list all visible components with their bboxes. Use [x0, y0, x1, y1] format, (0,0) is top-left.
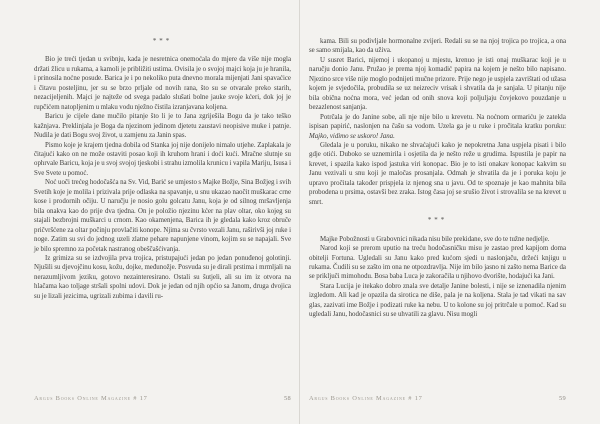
- page-number: 59: [559, 394, 566, 402]
- paragraph: Narod koji se prerom uputio na treću hodočasničku misu je zastao pred kapijom doma obitelji Fortuna. Ugledali su Janu kako pred kućom sjedi u naslonjaču, držeći knjigu u rukama. Čudili su se zašto im ona ne otpozdravlja. Nije im bilo jasno ni zašto nema Barice da se priključi mimohodu. Bosa baba Luca je zakoračila u njihovo dvorište, hodajući ka Jani.: [309, 245, 566, 281]
- handwritten-note: Majko, vidimo se uskoro! Jana.: [309, 132, 395, 140]
- paragraph: Gledala je u poruku, nikako ne shvaćajući kako je nepokretna Jana uspjela pisati i bilo gdje otići. Duboko se uznemirila i osjetila da je nešto reže u grudima. Ispustila je papir na krevet, i spazila kako ispod jastuka viri konopac. Bio je to isti onakav konopac kakvim su Janu vezivali u snu koji je maločas prosanjala. Odmah je shvatila da je i poruka koju je upravo pročitala također prispjela iz njenog sna u javu. Od te spoznaje je kao mahnita bila probodena u prsima, ostavši bez zraka. Istog časa joj se srušio život i strovalila se na krevet u smrt.: [309, 141, 566, 206]
- paragraph: Baricu je cijele dane mučilo pitanje što li je to Jana zgriješila Bogu da je tako teško kažnjava. Preklinjala je Boga da njezinom jedinom djetetu zaustavi neopisive muke i patnje. Nudila je dati Bogu svoj život, u zamjenu za Janin spas.: [34, 113, 291, 140]
- paragraph: [309, 113, 566, 141]
- page-footer: [34, 394, 291, 403]
- page-number: 58: [284, 394, 291, 402]
- magazine-title: Argus Books Online Magazine # 17: [309, 394, 423, 402]
- paragraph-text: Potrčala je do Janine sobe, ali nje nije bilo u krevetu. Na noćnom ormariću je zatekla ispisan papirić, naslonjen na čašu sa vodom. Uzela ga je u ruke i pročitala kratku poruku:: [309, 113, 566, 131]
- paragraph: Bio je treći tjedan u svibnju, kada je nesretnica onemoćala do mjere da više nije mogla držati žlicu u rukama, a kamoli je približiti ustima. Ovisila je o svojoj majci koja ju je hranila, i prinosila noćne posude. Barica je i po nekoliko puta dnevno morala mijenjati Jani spavaćice i čitavu posteljinu, jer su se brzo prljale od novih rana, što su se otvarale preko starih, nezacijeljenih. Majci je najteže od svega padalo slušati bolne jauke svoje kćeri, dok joj je rupčićem natopljenim u mlaku vodu nježno čistila izranjavana koljena.: [34, 56, 291, 111]
- paragraph: Noć uoči trećeg hodočašća na Sv. Vid, Barić se umjesto s Majke Božje, Sina Božjeg i svih Svetih koje je molila i prizivala prije odlaska na spavanje, u snu ukazao naočit muškarac crne kose i prodornih očiju. U naručju je nosio golu golcatu Janu, koja je od silnog mršavljenja bila onakva kao do prije dva tjedna. On je položio njezinu kćer na plav oltar, oko kojeg su stajali bezbrojni muškarci u crnom. Kao okamenjena, Barica ih je gledala kako kroz obruče pričvršćene za oltar počinju provlačiti konope. Njima su čvrsto vezali Janu, raširivši joj ruke i noge. Zatim su svi do jednog uzeli zlatne pehare napunjene vinom, kojim su se napajali. Sve je bilo spremno za početak nastranog obeščašćivanja.: [34, 179, 291, 253]
- section-divider: ***: [427, 217, 448, 225]
- paragraph: kama. Bili su podivljale hormonalne zvijeri. Redali su se na njoj trojica po trojica, a ona se samo smijala, kao da uživa.: [309, 38, 566, 55]
- paragraph: Iz grimiza su se izdvojila prva trojica, pristupajući jedan po jedan ponuđenoj golotinji. Njušili su djevojčinu kosu, kožu, dojke, međunožje. Posvuda su je dirali prstima i mrmljali na nerazumljivom jeziku, gotovo nezainteresirano. Ostali su šutjeli, ali su im iz otvora na hlačama kao toljage stršali spolni udovi. Dok je jedan od njih općio sa Janom, druga dvojica su je lizali jezicima, ugrizali zubima i davili ru-: [34, 254, 291, 300]
- paragraph: U susret Barici, nijemoj i ukopanoj u mjestu, krenuo je isti onaj muškarac koji je u naručju donio Janu. Pružao je prema njoj komadić papira na kojem je nešto bilo napisano. Njezino srce više nije moglo podnijeti mučne prizore. Prije nego je uspjela zavrištati od užasa kojem je svjedočila, probudila se uz neizreciv vrisak i shvatila da je sanjala. U pitanju nije bila obična noćna mora, već jedan od onih snova koji poljuljaju čovjekovo pouzdanje u bezazlenost sanjanja.: [309, 56, 566, 112]
- paragraph: Stara Lucija je itekako dobro znala sve detalje Janine bolesti, i nije se iznenadila njenim izgledom. Ali kad je opazila da sirotica ne diše, pala je na koljena. Stala je tad vikati na sav glas, zazivati ime Božje i podizati ruke ka nebu. U to kolone su joj pritrčale u pomoć. Kad su ugledali Janu, hodočasnici su se uhvatili za glavu. Nisu mogli: [309, 282, 566, 319]
- paragraph: Majke Pobožnosti u Grabovnici nikada nisu bile prekidane, sve do te tužne nedjelje.: [320, 235, 550, 243]
- right-page: [300, 0, 600, 424]
- magazine-title: Argus Books Online Magazine # 17: [34, 394, 148, 402]
- paragraph: Pismo koje je krajem tjedna dobila od Stanka joj nije donijelo nimalo utjehe. Zaplakala je čitajući kako on ne može ostaviti posao koji ih kruhom hrani i doći kući. Mračne slutnje su ophrvale Baricu, koja je u svoj svojoj tjeskobi i strahu izmolila krunicu i vapila Mariju, Isusa i Sve Svete u pomoć.: [34, 141, 291, 177]
- section-divider: ***: [152, 38, 173, 45]
- page-footer: [309, 394, 566, 403]
